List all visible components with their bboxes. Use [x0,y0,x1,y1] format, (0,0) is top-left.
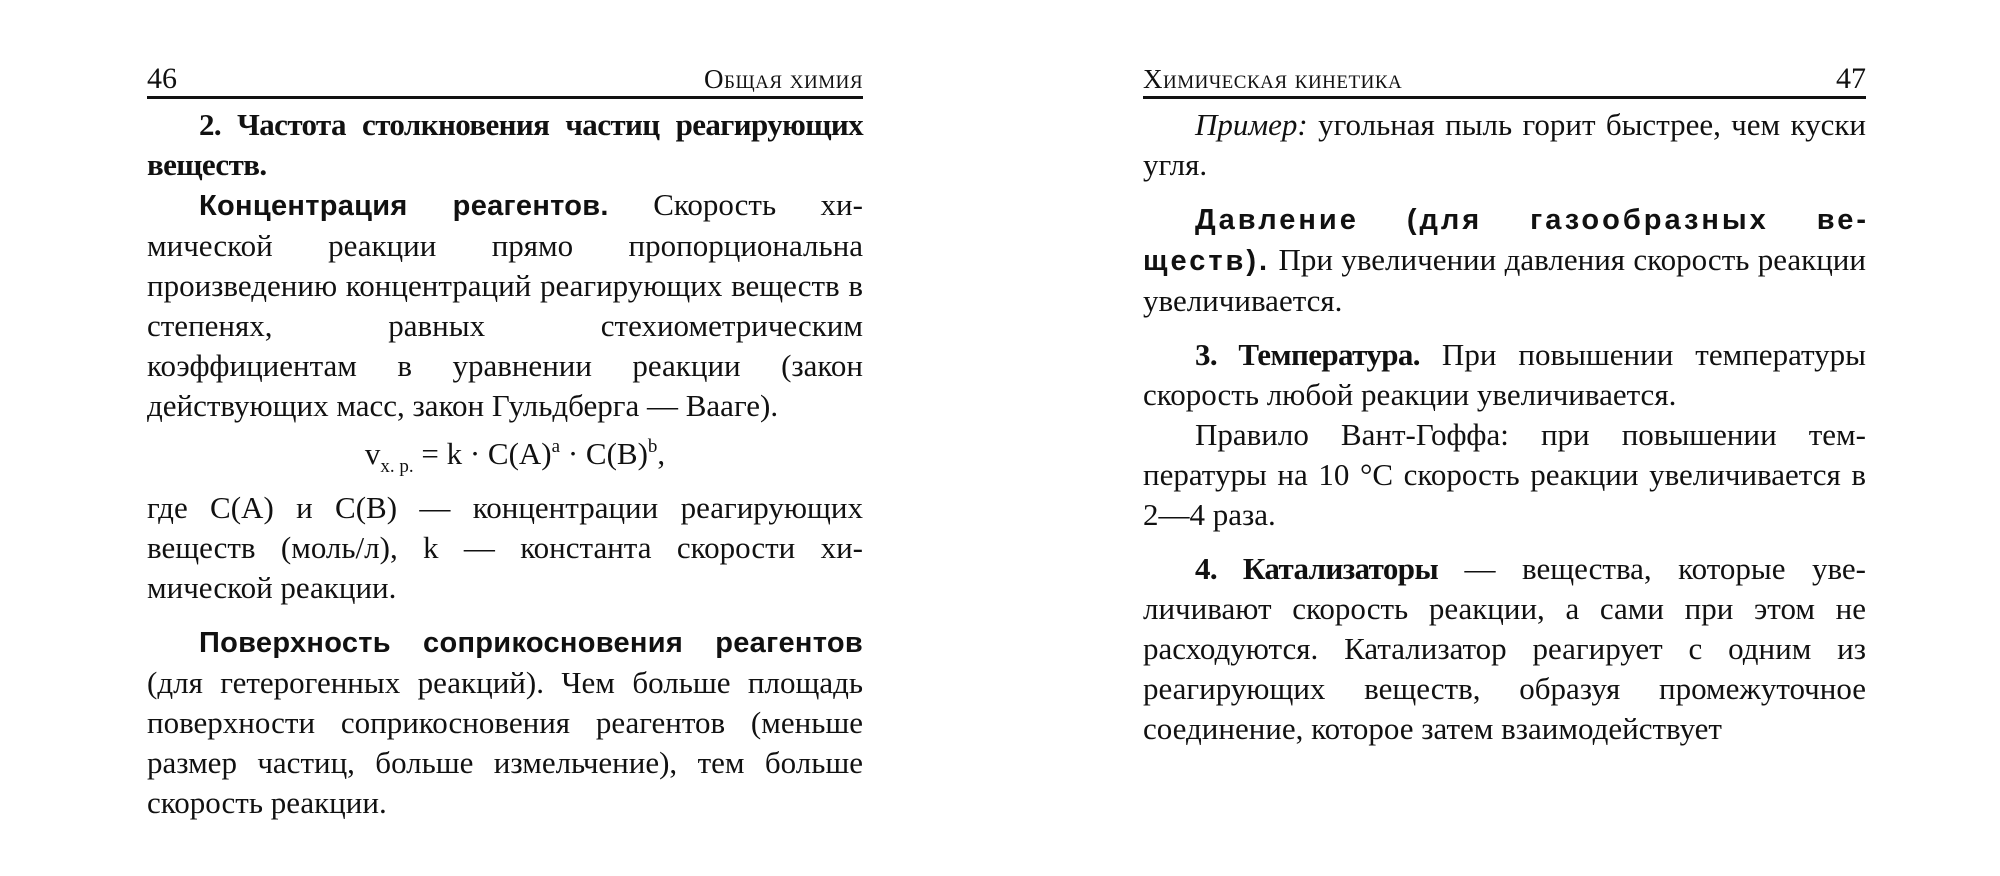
catalysts-paragraph [1143,549,1866,749]
temperature-term: 3. Температура. [1195,337,1420,372]
formula-part: = k · C(A) [413,436,552,471]
vant-hoff-paragraph: Правило Вант-Гоффа: при повышении температуры на 10 °С скорость реакции увеличивается в 2—4 раза. [1143,417,1866,532]
page-number: 46 [147,62,177,95]
formula-part: , [657,436,666,471]
formula-subscript: х. р. [380,456,414,477]
right-page [1143,52,1866,749]
concentration-text: Скорость химической реакции прямо пропорциональна произведению концентраций реагирующих веществ в степенях, равных стехиометрическим коэффициентам в уравнении реакции (закон действующих масс, закон Гульдберга — Вааге). [147,187,863,423]
formula-lhs: v [364,436,381,471]
formula-note: где C(A) и C(B) — концентрации реагирующих веществ (моль/л), k — константа скорости химической реакции. [147,490,863,605]
surface-text: (для гетерогенных реакций). Чем больше площадь поверхности соприкосновения реагентов (меньше размер частиц, больше измельчение), тем больше скорость реакции. [147,665,863,820]
formula-exponent-a: a [551,436,561,457]
surface-paragraph [147,622,863,823]
rate-law-formula [147,426,863,488]
example-label: Пример: [1195,107,1308,142]
surface-term: Поверхность соприкосновения реагентов [199,627,863,659]
pressure-text: При увеличении давления скорость реакции увеличивается. [1143,242,1866,318]
formula-part: · C(B) [560,436,648,471]
catalysts-term: 4. Катализаторы [1195,551,1439,586]
left-page-header [147,52,863,99]
left-page [147,52,863,823]
section-heading: 2. Частота столкновения частиц реагирующих веществ. [147,107,863,182]
running-head: Общая химия [704,64,863,94]
catalysts-text: — вещества, которые увеличивают скорость реакции, а сами при этом не расходуются. Катализатор реагирует с одним из реагирующих веществ, образуя промежуточное соединение, которое затем взаимодействует [1143,551,1866,746]
example-paragraph [1143,105,1866,185]
temperature-paragraph [1143,335,1866,415]
concentration-term: Концентрация реагентов. [199,190,609,222]
right-page-header [1143,52,1866,99]
page-number: 47 [1836,62,1866,95]
pressure-term: Давление (для газообразных веществ). [1143,204,1866,277]
temperature-text: При повышении температуры скорость любой реакции увеличивается. [1143,337,1866,412]
concentration-paragraph [147,185,863,426]
example-text: угольная пыль горит быстрее, чем куски угля. [1143,107,1866,182]
running-head: Химическая кинетика [1143,64,1403,94]
formula-exponent-b: b [647,436,658,457]
pressure-paragraph [1143,199,1866,321]
